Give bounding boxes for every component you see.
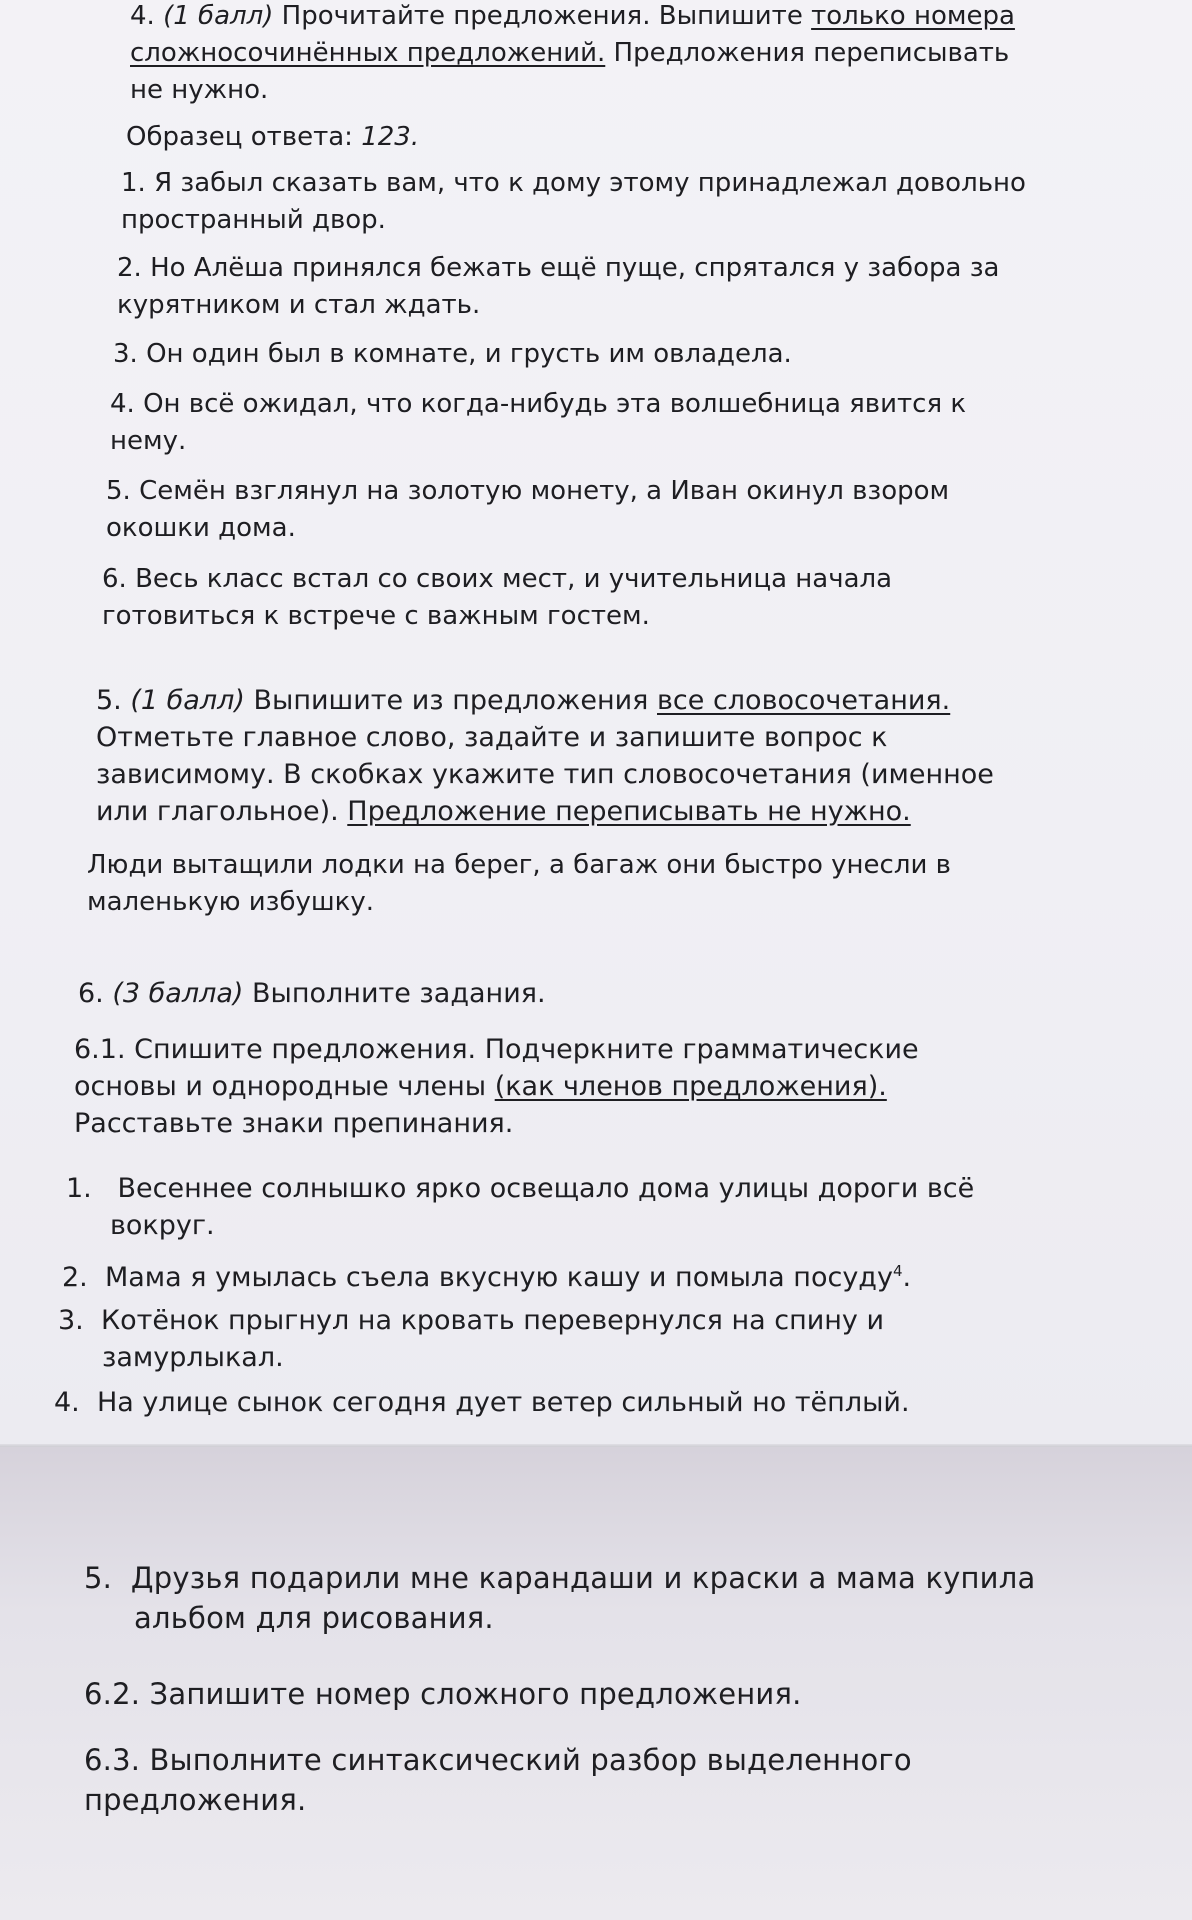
task4-sentence-3: 3. Он один был в комнате, и грусть им овладела. (113, 339, 792, 369)
task5-underlined-2: Предложение переписывать не нужно. (347, 796, 911, 827)
task6-item-3: 3. Котёнок прыгнул на кровать перевернулся на спину и замурлыкал. (58, 1305, 885, 1373)
task4-underlined-2: сложносочинённых предложений. (130, 38, 606, 68)
task4-sentence-4: 4. Он всё ожидал, что когда-нибудь эта волшебница явится к нему. (110, 389, 967, 456)
task5-heading: 5. (1 балл) Выпишите из предложения все словосочетания. Отметьте главное слово, задайте и запишите вопрос к зависимому. В скобках укажите тип словосочетания (именное или глагольное). Предложение переписывать не нужно. (96, 685, 994, 827)
task4-sample-answer: Образец ответа: 123. (126, 122, 420, 152)
task4-points: (1 балл) (163, 1, 274, 31)
task6-subtask-3: 6.3. Выполните синтаксический разбор выделенного предложения. (84, 1743, 912, 1817)
task5-sentence: Люди вытащили лодки на берег, а багаж они быстро унесли в маленькую избушку. (87, 850, 951, 917)
task6-subtask-1: 6.1. Спишите предложения. Подчеркните грамматические основы и однородные члены (как членов предложения). Расставьте знаки препинания. (74, 1034, 919, 1139)
task4-sentence-2: 2. Но Алёша принялся бежать ещё пуще, спрятался у забора за курятником и стал ждать. (117, 253, 1000, 320)
task4-sentence-1: 1. Я забыл сказать вам, что к дому этому принадлежал довольно пространный двор. (121, 168, 1026, 235)
task6-item-5: 5. Друзья подарили мне карандаши и краски а мама купила альбом для рисования. (84, 1561, 1036, 1635)
task4-sentence-5: 5. Семён взглянул на золотую монету, а Иван окинул взором окошки дома. (106, 476, 950, 543)
task6-heading: 6. (3 балла) Выполните задания. (78, 978, 546, 1009)
task6-subtask-2: 6.2. Запишите номер сложного предложения. (84, 1677, 802, 1711)
task6-underlined: (как членов предложения). (494, 1071, 887, 1102)
task5-points: (1 балл) (130, 685, 245, 716)
task5-number: 5. (96, 685, 122, 716)
task4-sentence-6: 6. Весь класс встал со своих мест, и учительница начала готовиться к встрече с важным гостем. (102, 564, 893, 631)
task4-number: 4. (130, 1, 155, 31)
task6-item-4: 4. На улице сынок сегодня дует ветер сильный но тёплый. (54, 1387, 910, 1418)
task6-item-1: 1. Весеннее солнышко ярко освещало дома улицы дороги всё вокруг. (66, 1173, 975, 1241)
task6-number: 6. (78, 978, 104, 1009)
task5-underlined-1: все словосочетания. (657, 685, 951, 716)
task4-underlined-1: только номера (811, 1, 1015, 31)
task4-heading: 4. (1 балл) Прочитайте предложения. Выпишите только номера сложносочинённых предложений. Предложения переписывать не нужно. (130, 1, 1015, 105)
task6-item-2: 2. Мама я умылась съела вкусную кашу и помыла посуду$^4$. (62, 1262, 912, 1293)
worksheet-page-2 (0, 1447, 1192, 1920)
task6-points: (3 балла) (112, 978, 244, 1009)
